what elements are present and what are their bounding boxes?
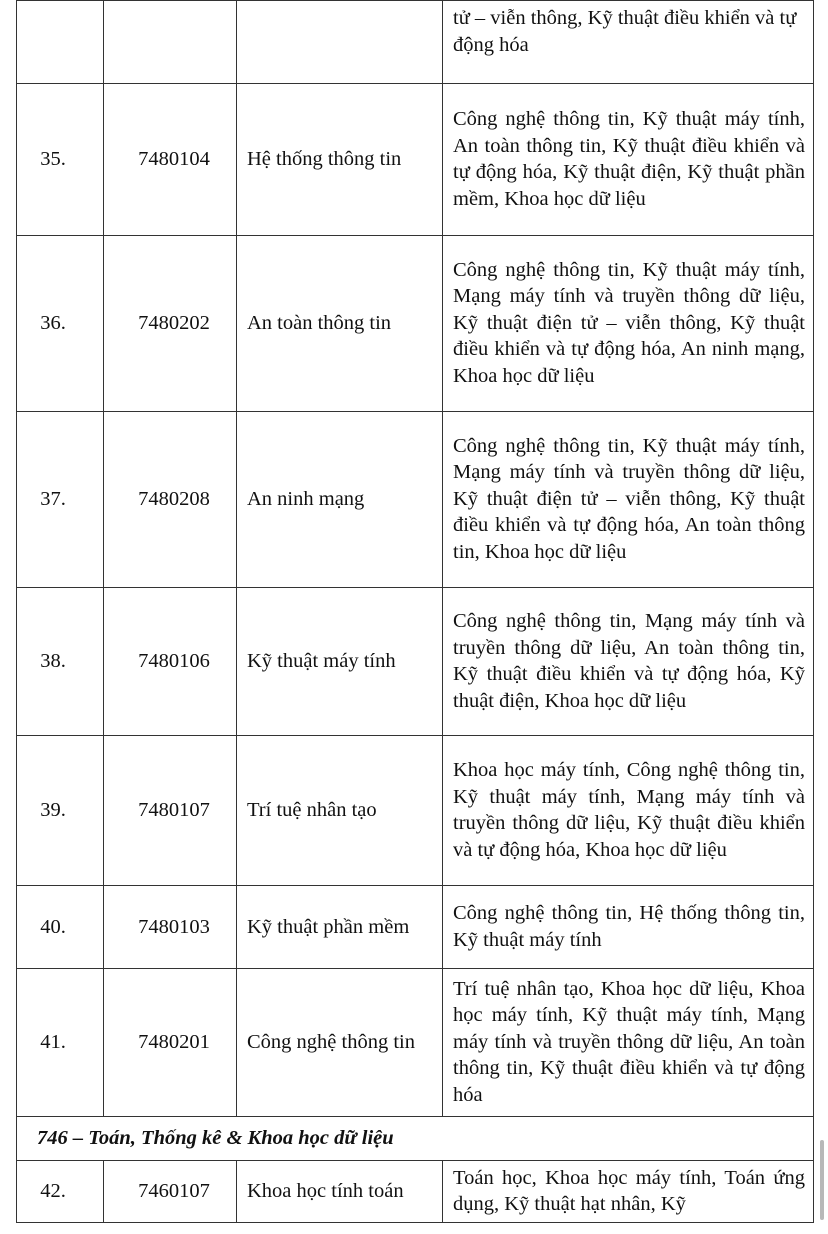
no-cell: 39.	[17, 736, 104, 886]
scrollbar-thumb[interactable]	[820, 1140, 824, 1220]
code-cell: 7480104	[104, 84, 237, 236]
code-cell: 7480103	[104, 886, 237, 969]
code-cell: 7480107	[104, 736, 237, 886]
majors-cell	[443, 736, 814, 886]
table-row	[17, 84, 814, 236]
no-cell: 42.	[17, 1161, 104, 1223]
name-cell: Trí tuệ nhân tạo	[237, 736, 443, 886]
no-cell: 36.	[17, 236, 104, 412]
group-header: 746 – Toán, Thống kê & Khoa học dữ liệu	[17, 1117, 814, 1161]
code-cell: 7480208	[104, 412, 237, 588]
name-cell: Kỹ thuật phần mềm	[237, 886, 443, 969]
group-header-row	[17, 1117, 814, 1161]
majors-cell	[443, 969, 814, 1117]
majors-text: Trí tuệ nhân tạo, Khoa học dữ liệu, Khoa học máy tính, Kỹ thuật máy tính, Mạng máy tính và truyền thông dữ liệu, An toàn thông tin, Kỹ thuật điều khiển và tự động hóa	[453, 977, 805, 1106]
code-cell: 7460107	[104, 1161, 237, 1223]
table-row	[17, 1161, 814, 1223]
name-cell: Hệ thống thông tin	[237, 84, 443, 236]
majors-cell	[443, 236, 814, 412]
name-cell: Công nghệ thông tin	[237, 969, 443, 1117]
majors-text: Khoa học máy tính, Công nghệ thông tin, Kỹ thuật máy tính, Mạng máy tính và truyền thông dữ liệu, Kỹ thuật điều khiển và tự động hóa, Khoa học dữ liệu	[453, 759, 805, 861]
majors-text: Công nghệ thông tin, Hệ thống thông tin, Kỹ thuật máy tính	[453, 902, 805, 951]
table-row	[17, 236, 814, 412]
table-row	[17, 886, 814, 969]
majors-cell	[443, 886, 814, 969]
table-row	[17, 736, 814, 886]
no-cell: 40.	[17, 886, 104, 969]
no-cell: 38.	[17, 588, 104, 736]
majors-text: Công nghệ thông tin, Mạng máy tính và truyền thông dữ liệu, An toàn thông tin, Kỹ thuật điều khiển và tự động hóa, Kỹ thuật điện, Khoa học dữ liệu	[453, 610, 805, 712]
no-cell: 41.	[17, 969, 104, 1117]
majors-table	[16, 0, 814, 1223]
name-cell: An toàn thông tin	[237, 236, 443, 412]
table-row-continuation	[17, 1, 814, 84]
table-row	[17, 969, 814, 1117]
code-cell	[104, 1, 237, 84]
majors-cell	[443, 1, 814, 84]
code-cell: 7480201	[104, 969, 237, 1117]
table-row	[17, 412, 814, 588]
name-cell: Kỹ thuật máy tính	[237, 588, 443, 736]
majors-cell	[443, 1161, 814, 1223]
code-cell: 7480106	[104, 588, 237, 736]
name-cell: Khoa học tính toán	[237, 1161, 443, 1223]
no-cell: 35.	[17, 84, 104, 236]
majors-text: Công nghệ thông tin, Kỹ thuật máy tính, Mạng máy tính và truyền thông dữ liệu, Kỹ thuật điện tử – viễn thông, Kỹ thuật điều khiển và tự động hóa, An ninh mạng, Khoa học dữ liệu	[453, 258, 805, 387]
majors-cell	[443, 412, 814, 588]
majors-text: Công nghệ thông tin, Kỹ thuật máy tính, Mạng máy tính và truyền thông dữ liệu, Kỹ thuật điện tử – viễn thông, Kỹ thuật điều khiển và tự động hóa, An toàn thông tin, Khoa học dữ liệu	[453, 434, 805, 563]
majors-text: Toán học, Khoa học máy tính, Toán ứng dụng, Kỹ thuật hạt nhân, Kỹ	[453, 1166, 805, 1215]
majors-cell	[443, 588, 814, 736]
majors-text: tử – viễn thông, Kỹ thuật điều khiển và tự động hóa	[453, 7, 797, 56]
majors-cell	[443, 84, 814, 236]
name-cell	[237, 1, 443, 84]
table-row	[17, 588, 814, 736]
name-cell: An ninh mạng	[237, 412, 443, 588]
code-cell: 7480202	[104, 236, 237, 412]
no-cell: 37.	[17, 412, 104, 588]
majors-text: Công nghệ thông tin, Kỹ thuật máy tính, An toàn thông tin, Kỹ thuật điều khiển và tự động hóa, Kỹ thuật điện, Kỹ thuật phần mềm, Khoa học dữ liệu	[453, 108, 805, 210]
no-cell	[17, 1, 104, 84]
